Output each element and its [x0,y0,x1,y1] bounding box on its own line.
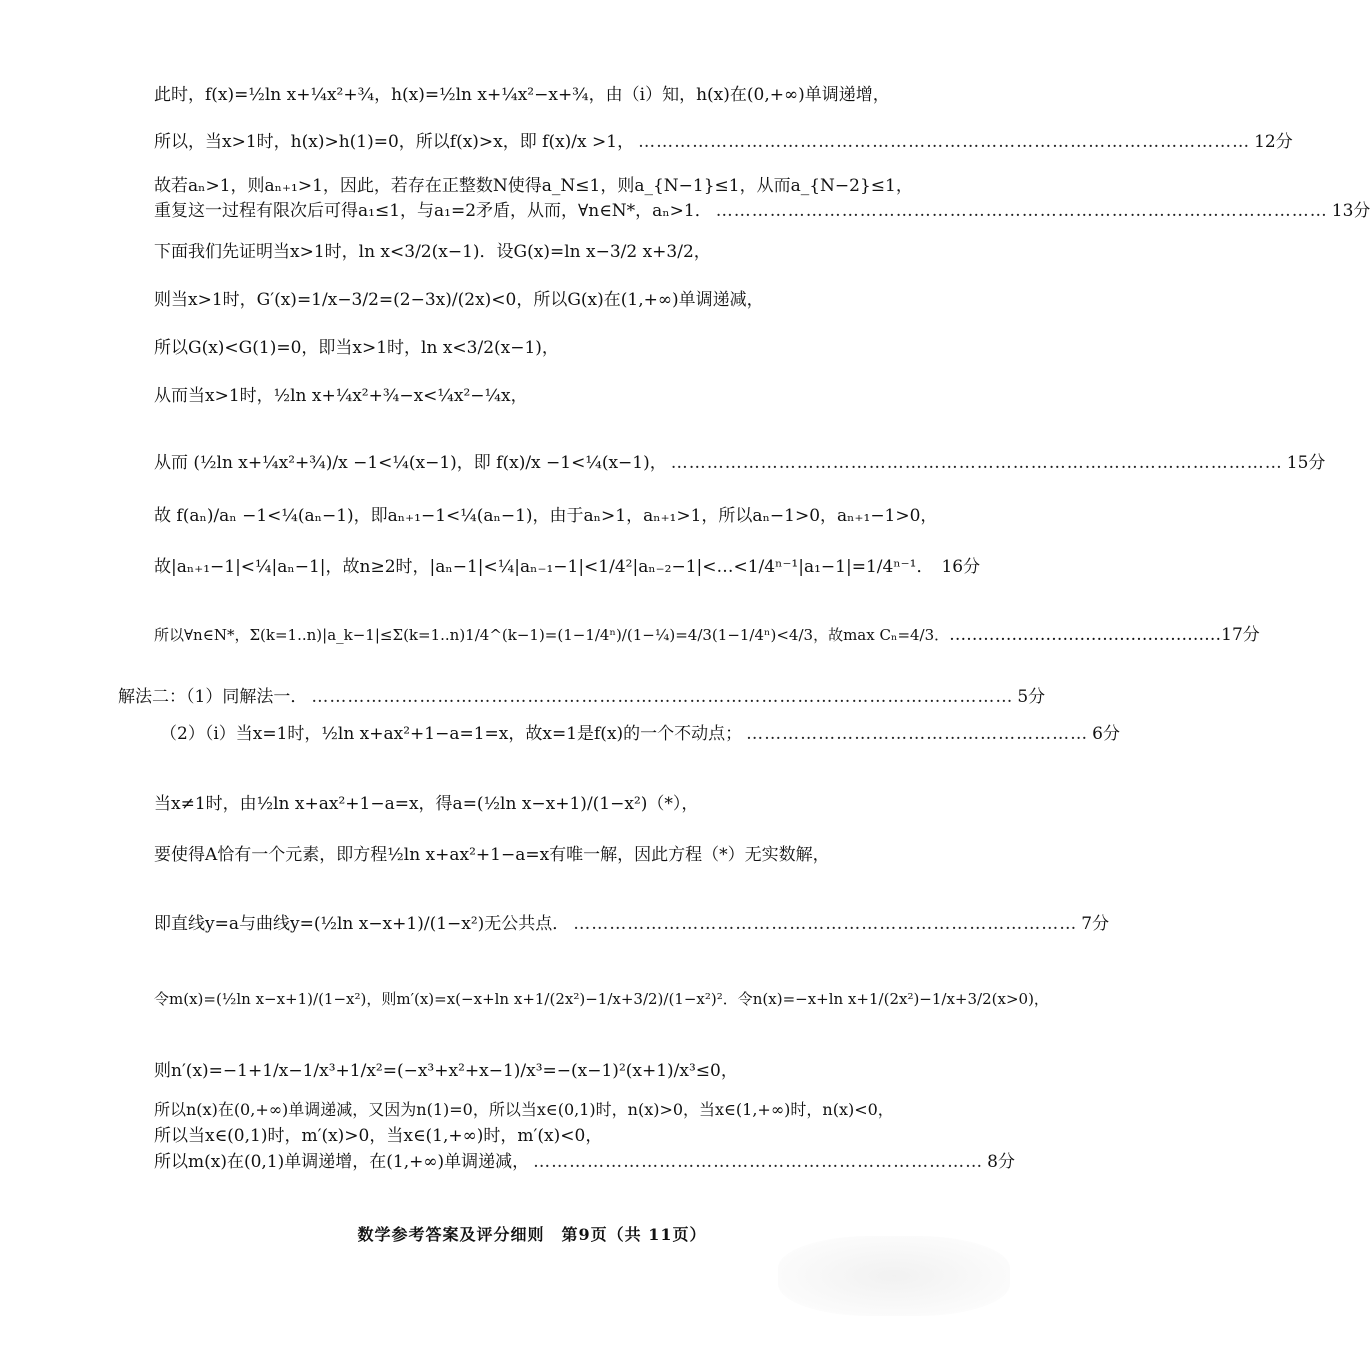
score-5: 5分 [1017,687,1046,707]
leader-dots: ………………………………………………………………………………………… [670,453,1283,473]
line-17 [154,914,1110,934]
line-20: 所以n(x)在(0,+∞)单调递减，又因为n(1)=0，所以当x∈(0,1)时，n(x)>0，当x∈(1,+∞)时，n(x)<0， [154,1100,894,1119]
leader-dots: ………………………………………………………………………………………… [715,201,1328,221]
leader-dots: ……………………………………………………………………………………………………… [311,687,1014,707]
line-8: 从而当x>1时，½ln x+¼x²+¾−x<¼x²−¼x， [154,386,528,406]
line-6: 则当x>1时，G′(x)=1/x−3/2=(2−3x)/(2x)<0，所以G(x)在(1,+∞)单调递减， [154,290,764,310]
score-8: 8分 [987,1152,1015,1172]
line-9 [154,453,1326,473]
scan-smudge [778,1236,1010,1316]
line-9-text: 从而 (½ln x+¼x²+¾)/x −1<¼(x−1)，即 f(x)/x −1<¼(x−1)， [154,453,667,473]
line-16: 要使得A恰有一个元素，即方程½ln x+ax²+1−a=x有唯一解，因此方程（*）无实数解， [154,845,830,865]
line-14 [160,724,1120,744]
score-17: 17分 [1221,625,1260,645]
line-13 [118,687,1046,707]
line-22 [154,1152,1015,1172]
line-18: 令m(x)=(½ln x−x+1)/(1−x²)，则m′(x)=x(−x+ln x+1/(2x²)−1/x+3/2)/(1−x²)²．令n(x)=−x+ln x+1/(2x²)−1/x+3/2(x>0)， [154,990,1049,1008]
line-10: 故 f(aₙ)/aₙ −1<¼(aₙ−1)，即aₙ₊₁−1<¼(aₙ−1)，由于aₙ>1，aₙ₊₁>1，所以aₙ−1>0，aₙ₊₁−1>0， [154,506,938,526]
line-4 [154,201,1370,221]
score-13: 13分 [1331,201,1370,221]
leader-dots: ………………………………………………… [746,724,1089,744]
line-15: 当x≠1时，由½ln x+ax²+1−a=x，得a=(½ln x−x+1)/(1−x²)（*）， [154,794,699,814]
line-2 [154,132,1293,152]
score-16: 16分 [941,557,981,577]
line-7: 所以G(x)<G(1)=0，即当x>1时，ln x<3/2(x−1)， [154,338,559,358]
score-7: 7分 [1081,914,1110,934]
leader-dots: ………………………………………………………………………………………… [638,132,1251,152]
line-12-text: 所以∀n∈N*，Σ(k=1..n)|a_k−1|≤Σ(k=1..n)1/4^(k−1)=(1−1/4ⁿ)/(1−¼)=4/3(1−1/4ⁿ)<4/3，故max Cₙ=4/3． [154,626,950,644]
score-6: 6分 [1092,724,1120,744]
leader-dots: ………………………………………………………………………… [573,914,1078,934]
page-footer: 数学参考答案及评分细则 第9页（共 11页） [357,1225,707,1244]
score-12: 12分 [1254,132,1293,152]
line-5: 下面我们先证明当x>1时，ln x<3/2(x−1)．设G(x)=ln x−3/2 x+3/2， [154,242,711,262]
line-17-text: 即直线y=a与曲线y=(½ln x−x+1)/(1−x²)无公共点． [154,914,570,934]
line-11-text: 故|aₙ₊₁−1|<¼|aₙ−1|，故n≥2时，|aₙ−1|<¼|aₙ₋₁−1|<1/4²|aₙ₋₂−1|<…<1/4ⁿ⁻¹|a₁−1|=1/4ⁿ⁻¹． [154,557,934,577]
line-21: 所以当x∈(0,1)时，m′(x)>0，当x∈(1,+∞)时，m′(x)<0， [154,1126,603,1146]
line-13-text: 解法二：（1）同解法一． [118,687,308,707]
line-3: 故若aₙ>1，则aₙ₊₁>1，因此，若存在正整数N使得a_N≤1，则a_{N−1}≤1，从而a_{N−2}≤1， [154,176,913,196]
line-1: 此时，f(x)=½ln x+¼x²+¾，h(x)=½ln x+¼x²−x+¾，由（i）知，h(x)在(0,+∞)单调递增， [154,85,890,105]
line-22-text: 所以m(x)在(0,1)单调递增，在(1,+∞)单调递减， [154,1152,530,1172]
score-15: 15分 [1286,453,1326,473]
line-14-text: （2）（i）当x=1时，½ln x+ax²+1−a=1=x，故x=1是f(x)的一个不动点； [160,724,743,744]
line-4-text: 重复这一过程有限次后可得a₁≤1，与a₁=2矛盾，从而，∀n∈N*，aₙ>1． [154,201,712,221]
line-12 [154,625,1260,645]
line-19: 则n′(x)=−1+1/x−1/x³+1/x²=(−x³+x²+x−1)/x³=−(x−1)²(x+1)/x³≤0， [154,1061,738,1081]
line-2-text: 所以，当x>1时，h(x)>h(1)=0，所以f(x)>x，即 f(x)/x >1， [154,132,635,152]
line-11 [154,557,981,577]
leader-dots: ………………………………………………………………… [533,1152,984,1172]
leader-dots: ………………………………………… [949,625,1222,645]
